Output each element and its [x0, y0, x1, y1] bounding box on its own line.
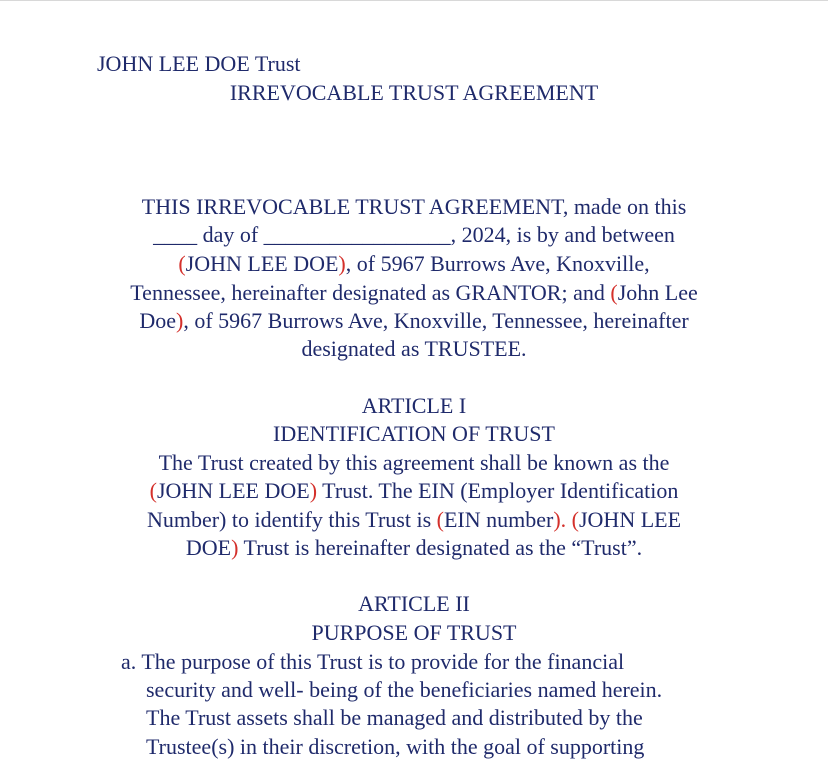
- preamble-line-2: ____ day of _________________, 2024, is by and between: [153, 222, 675, 247]
- top-divider: [0, 0, 828, 1]
- grantor-open-paren: (: [178, 251, 186, 276]
- grantor-designation: Tennessee, hereinafter designated as GRANTOR; and: [130, 280, 611, 305]
- ein-close-paren: ).: [553, 507, 567, 532]
- trust-ref-close-paren: ): [231, 535, 239, 560]
- grantor-close-paren: ): [338, 251, 346, 276]
- grantor-address: , of 5967 Burrows Ave, Knoxville,: [345, 251, 650, 276]
- trust-name: JOHN LEE DOE: [156, 478, 310, 503]
- article-1-line-3: [0, 506, 828, 534]
- trust-ref-name-part-1: JOHN LEE: [578, 507, 682, 532]
- trust-open-paren: (: [149, 478, 157, 503]
- grantor-name: JOHN LEE DOE: [185, 251, 339, 276]
- article-1-line-1: The Trust created by this agreement shall be known as the: [158, 450, 670, 475]
- trustee-address: , of 5967 Burrows Ave, Knoxville, Tennessee, hereinafter: [183, 308, 689, 333]
- preamble-line-5: [0, 307, 828, 335]
- article-1-line-2: [0, 477, 828, 505]
- article-1-subheading: IDENTIFICATION OF TRUST: [273, 421, 555, 446]
- ein-open-paren: (: [436, 507, 444, 532]
- trust-name-header: JOHN LEE DOE Trust: [97, 51, 301, 76]
- trustee-close-paren: ): [175, 308, 184, 333]
- trust-ref-open-paren: (: [571, 507, 579, 532]
- ein-intro: Trust. The EIN (Employer Identification: [317, 478, 679, 503]
- trustee-name-part-1: John Lee: [617, 280, 698, 305]
- article-2-subheading: PURPOSE OF TRUST: [311, 620, 517, 645]
- article-2-para-line-1: a. The purpose of this Trust is to provide for the financial: [121, 649, 625, 674]
- trustee-open-paren: (: [610, 280, 618, 305]
- preamble-line-3: [0, 250, 828, 278]
- ein-placeholder: EIN number: [443, 507, 554, 532]
- ein-statement: Number) to identify this Trust is: [146, 507, 437, 532]
- article-2-para-line-2: security and well- being of the beneficiaries named herein.: [146, 677, 663, 702]
- preamble-line-4: [0, 279, 828, 307]
- document-title: [0, 79, 828, 107]
- preamble-line-1: THIS IRREVOCABLE TRUST AGREEMENT, made on this: [141, 194, 687, 219]
- article-1-line-4: [0, 534, 828, 562]
- article-2-heading: ARTICLE II: [358, 591, 470, 616]
- article-1-heading: ARTICLE I: [361, 393, 467, 418]
- trust-ref-name-part-2: DOE: [185, 535, 232, 560]
- article-2-para-line-4: Trustee(s) in their discretion, with the goal of supporting: [146, 734, 645, 759]
- document-title-text: IRREVOCABLE TRUST AGREEMENT: [229, 80, 599, 105]
- preamble-line-6: designated as TRUSTEE.: [301, 336, 527, 361]
- trust-designation: Trust is hereinafter designated as the “Trust”.: [238, 535, 643, 560]
- trust-close-paren: ): [309, 478, 318, 503]
- article-2-para-line-3: The Trust assets shall be managed and distributed by the: [146, 705, 643, 730]
- trustee-name-part-2: Doe: [139, 308, 176, 333]
